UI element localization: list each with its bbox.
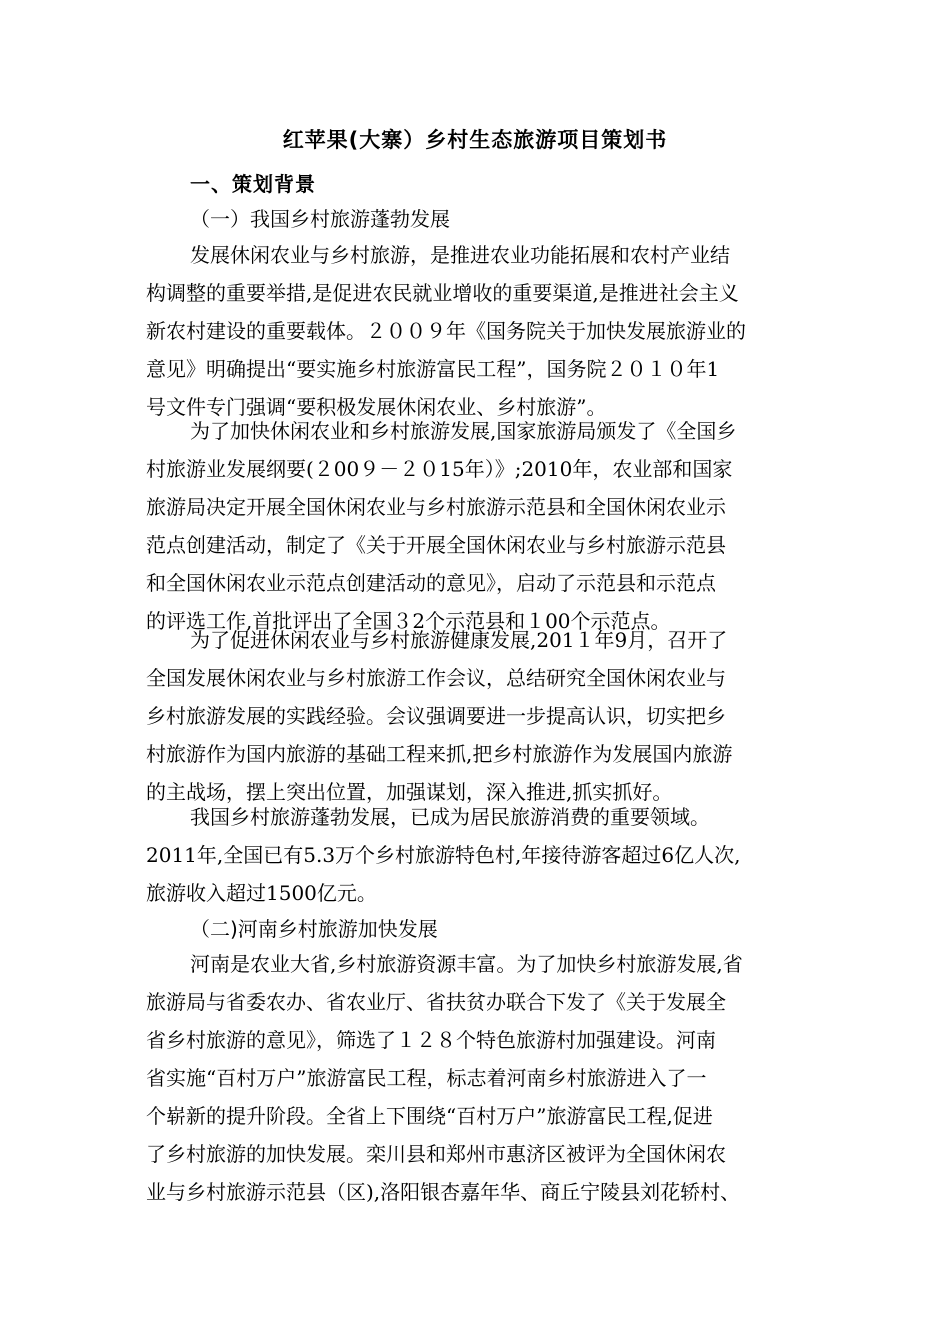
paragraph-line: 的评选工作,首批评出了全国３2个示范县和１00个示范点。 (146, 609, 671, 633)
paragraph-line: 2011年,全国已有5.3万个乡村旅游特色村,年接待游客超过6亿人次, (146, 843, 741, 867)
paragraph-line: 旅游局与省委农办、省农业厅、省扶贫办联合下发了《关于发展全 (146, 990, 726, 1014)
section-heading-background: 一、策划背景 (190, 172, 316, 196)
paragraph-line: 为了促进休闲农业与乡村旅游健康发展,201１年9月，召开了 (190, 628, 728, 652)
paragraph-line: 村旅游作为国内旅游的基础工程来抓,把乡村旅游作为发展国内旅游 (146, 742, 733, 766)
paragraph-line: 全国发展休闲农业与乡村旅游工作会议，总结研究全国休闲农业与 (146, 666, 726, 690)
paragraph-3 (146, 621, 808, 811)
paragraph-4 (146, 798, 808, 912)
paragraph-line: 和全国休闲农业示范点创建活动的意见》，启动了示范县和示范点 (146, 571, 716, 595)
paragraph-line: 河南是农业大省,乡村旅游资源丰富。为了加快乡村旅游发展,省 (190, 952, 743, 976)
document-title: 红苹果(大寨）乡村生态旅游项目策划书 (282, 128, 668, 152)
paragraph-line: 省乡村旅游的意见》，筛选了１２８个特色旅游村加强建设。河南 (146, 1028, 716, 1052)
subsection-heading-henan: （二)河南乡村旅游加快发展 (190, 917, 438, 941)
paragraph-line: 业与乡村旅游示范县（区),洛阳银杏嘉年华、商丘宁陵县刘花轿村、 (146, 1180, 741, 1204)
paragraph-line: 了乡村旅游的加快发展。栾川县和郑州市惠济区被评为全国休闲农 (146, 1142, 726, 1166)
paragraph-line: 省实施“百村万户”旅游富民工程，标志着河南乡村旅游进入了一 (146, 1066, 707, 1090)
paragraph-line: 范点创建活动，制定了《关于开展全国休闲农业与乡村旅游示范县 (146, 533, 726, 557)
paragraph-line: 村旅游业发展纲要(２00９－２０15年）》;2010年，农业部和国家 (146, 457, 733, 481)
paragraph-line: 意见》明确提出“要实施乡村旅游富民工程”，国务院２０１０年1 (146, 357, 720, 381)
paragraph-line: 个崭新的提升阶段。全省上下围绕“百村万户”旅游富民工程,促进 (146, 1104, 713, 1128)
paragraph-line: 旅游收入超过1500亿元。 (146, 881, 377, 905)
paragraph-line: 为了加快休闲农业和乡村旅游发展,国家旅游局颁发了《全国乡 (190, 419, 737, 443)
paragraph-line: 旅游局决定开展全国休闲农业与乡村旅游示范县和全国休闲农业示 (146, 495, 726, 519)
subsection-heading-national: （一）我国乡村旅游蓬勃发展 (190, 207, 450, 231)
paragraph-line: 号文件专门强调“要积极发展休闲农业、乡村旅游”。 (146, 395, 607, 419)
paragraph-line: 构调整的重要举措,是促进农民就业增收的重要渠道,是推进社会主义 (146, 281, 739, 305)
paragraph-line: 我国乡村旅游蓬勃发展，已成为居民旅游消费的重要领域。 (190, 805, 710, 829)
paragraph-2 (146, 412, 808, 640)
paragraph-line: 发展休闲农业与乡村旅游，是推进农业功能拓展和农村产业结 (190, 243, 730, 267)
paragraph-5 (146, 945, 808, 1211)
paragraph-line: 的主战场，摆上突出位置，加强谋划，深入推进,抓实抓好。 (146, 780, 673, 804)
paragraph-1 (146, 236, 808, 426)
paragraph-line: 新农村建设的重要载体。２００９年《国务院关于加快发展旅游业的 (146, 319, 746, 343)
paragraph-line: 乡村旅游发展的实践经验。会议强调要进一步提高认识，切实把乡 (146, 704, 726, 728)
